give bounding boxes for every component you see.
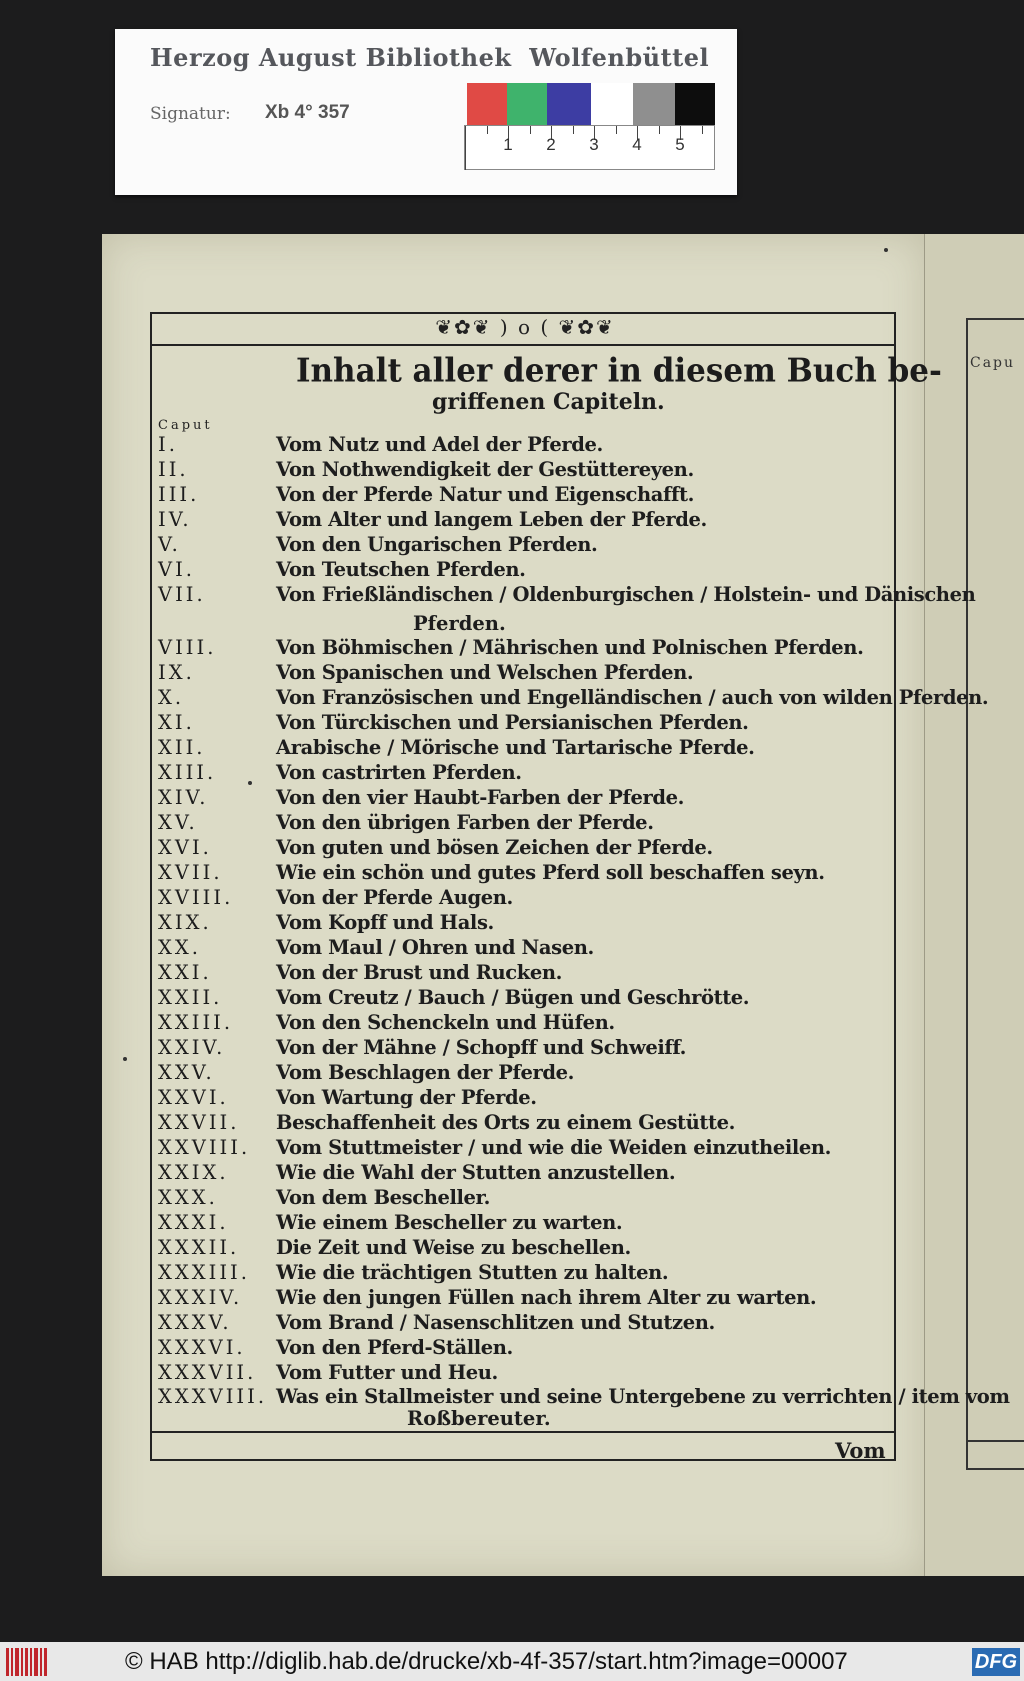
facing-page-frame-side (966, 318, 968, 1468)
chapter-row (158, 686, 989, 711)
chapter-row (158, 886, 888, 911)
chapter-xxxviii-continuation: Roßbereuter. (407, 1407, 551, 1430)
chapter-number: XXVIII. (158, 1136, 251, 1159)
chapter-row (158, 1311, 888, 1336)
chapter-number: XXII. (158, 986, 223, 1009)
ink-speck (123, 1057, 127, 1061)
chapter-row (158, 761, 888, 786)
chapter-title: Vom Stuttmeister / und wie die Weiden einzutheilen. (276, 1136, 832, 1159)
chapter-number: XX. (158, 936, 201, 959)
chapter-title: Von den Ungarischen Pferden. (276, 533, 598, 556)
chapter-title: Beschaffenheit des Orts zu einem Gestütte. (276, 1111, 736, 1134)
chapter-row (158, 1061, 888, 1086)
ink-speck (248, 781, 252, 785)
chapter-number: XXX. (158, 1186, 218, 1209)
chapter-row (158, 483, 888, 508)
chapter-number: XXVII. (158, 1111, 240, 1134)
chapter-row (158, 636, 888, 661)
chapter-number: XXIV. (158, 1036, 226, 1059)
header-ornament: ❦✿❦ ) o ( ❦✿❦ (435, 315, 615, 339)
ruler-number-4: 4 (632, 135, 642, 154)
chapter-row (158, 936, 888, 961)
chapter-row (158, 1186, 888, 1211)
chapter-title: Vom Futter und Heu. (276, 1361, 498, 1384)
signature-label: Signatur: (150, 104, 231, 124)
chapter-number: VIII. (158, 636, 217, 659)
chapter-number: V. (158, 533, 181, 556)
chapter-number: X. (158, 686, 185, 709)
chapter-title: Vom Alter und langem Leben der Pferde. (276, 508, 707, 531)
library-name: Herzog August Bibliothek Wolfenbüttel (150, 43, 710, 72)
chapter-row (158, 711, 888, 736)
chapter-title: Wie den jungen Füllen nach ihrem Alter zu warten. (276, 1286, 817, 1309)
chapter-row (158, 986, 888, 1011)
ruler-number-2: 2 (546, 135, 556, 154)
chapter-title: Wie einem Bescheller zu warten. (276, 1211, 623, 1234)
chapter-number: XXXI. (158, 1211, 229, 1234)
chapter-number: XXXIV. (158, 1286, 243, 1309)
chapter-title: Von Französischen und Engelländischen / auch von wilden Pferden. (276, 686, 989, 709)
chapter-number: II. (158, 458, 189, 481)
chapter-title: Wie die trächtigen Stutten zu halten. (276, 1261, 669, 1284)
chapter-number: XIV. (158, 786, 209, 809)
chapter-row (158, 1236, 888, 1261)
viewer-footer (0, 1642, 1024, 1681)
chapter-number: XI. (158, 711, 195, 734)
copyright-link[interactable]: © HAB http://diglib.hab.de/drucke/xb-4f-357/start.htm?image=00007 (125, 1648, 848, 1675)
chapter-row (158, 961, 888, 986)
top-rule (150, 344, 896, 346)
chapter-title: Von Nothwendigkeit der Gestüttereyen. (276, 458, 694, 481)
chapter-row (158, 1361, 888, 1386)
chapter-row (158, 736, 888, 761)
chapter-row (158, 1286, 888, 1311)
chapter-number: XVII. (158, 861, 223, 884)
page-subtitle: griffenen Capiteln. (432, 389, 665, 415)
color-swatch-green (507, 83, 547, 125)
ruler-number-1: 1 (503, 135, 513, 154)
chapter-title: Vom Maul / Ohren und Nasen. (276, 936, 594, 959)
chapter-row (158, 508, 888, 533)
chapter-number: XXXVII. (158, 1361, 257, 1384)
scale-ruler (464, 125, 715, 170)
chapter-number: XII. (158, 736, 206, 759)
chapter-title: Von der Pferde Natur und Eigenschafft. (276, 483, 694, 506)
color-swatch-black (675, 83, 715, 125)
chapter-row (158, 558, 888, 583)
barcode-icon (6, 1648, 48, 1676)
chapter-number: XXXVIII. (158, 1385, 268, 1408)
caput-heading: Caput (158, 418, 213, 433)
chapter-number: III. (158, 483, 200, 506)
ruler-number-5: 5 (675, 135, 685, 154)
chapter-number: XXXIII. (158, 1261, 250, 1284)
chapter-row (158, 1011, 888, 1036)
chapter-number: XXXV. (158, 1311, 232, 1334)
chapter-title: Von Türckischen und Persianischen Pferden. (276, 711, 749, 734)
chapter-title: Von den übrigen Farben der Pferde. (276, 811, 654, 834)
chapter-number: XXXVI. (158, 1336, 246, 1359)
chapter-number: IX. (158, 661, 195, 684)
facing-page-caput: Capu (970, 355, 1016, 371)
catchword: Vom (835, 1438, 886, 1463)
chapter-title: Vom Nutz und Adel der Pferde. (276, 433, 603, 456)
chapter-row (158, 786, 888, 811)
chapter-title: Von Frießländischen / Oldenburgischen / Holstein- und Dänischen (276, 583, 976, 606)
chapter-row (158, 836, 888, 861)
facing-page-frame-bottom (966, 1440, 1024, 1442)
page-title: Inhalt aller derer in diesem Buch be- (296, 352, 942, 390)
chapter-title: Wie ein schön und gutes Pferd soll beschaffen seyn. (276, 861, 825, 884)
chapter-row (158, 861, 888, 886)
ruler-number-3: 3 (589, 135, 599, 154)
chapter-number: XXI. (158, 961, 212, 984)
chapter-title: Von den Schenckeln und Hüfen. (276, 1011, 615, 1034)
chapter-number: XXIX. (158, 1161, 229, 1184)
chapter-title: Von der Pferde Augen. (276, 886, 513, 909)
chapter-row (158, 533, 888, 558)
chapter-title: Von Böhmischen / Mährischen und Polnischen Pferden. (276, 636, 864, 659)
chapter-row (158, 1211, 888, 1236)
chapter-number: VI. (158, 558, 195, 581)
color-swatch-blue (547, 83, 591, 125)
ink-speck (884, 248, 888, 252)
chapter-title: Von castrirten Pferden. (276, 761, 522, 784)
color-swatch-gray (633, 83, 675, 125)
chapter-number: XIX. (158, 911, 212, 934)
chapter-number: XVI. (158, 836, 212, 859)
chapter-title: Von der Brust und Rucken. (276, 961, 563, 984)
chapter-row (158, 1336, 888, 1361)
chapter-title: Von der Mähne / Schopff und Schweiff. (276, 1036, 687, 1059)
chapter-number: IV. (158, 508, 192, 531)
chapter-title: Vom Kopff und Hals. (276, 911, 494, 934)
chapter-title: Arabische / Mörische und Tartarische Pferde. (276, 736, 755, 759)
chapter-number: XXV. (158, 1061, 215, 1084)
facing-page-frame (966, 318, 1024, 320)
chapter-number: XXVI. (158, 1086, 229, 1109)
chapter-number: VII. (158, 583, 206, 606)
chapter-title: Wie die Wahl der Stutten anzustellen. (276, 1161, 676, 1184)
library-label-card (115, 29, 737, 195)
chapter-row (158, 911, 888, 936)
facing-page (924, 234, 1024, 1576)
chapter-title: Von dem Bescheller. (276, 1186, 490, 1209)
chapter-row (158, 1111, 888, 1136)
dfg-logo: DFG (972, 1648, 1020, 1676)
facing-page-frame-bottom-2 (966, 1468, 1024, 1470)
chapter-row (158, 661, 888, 686)
color-swatch-white (591, 83, 633, 125)
chapter-row (158, 1161, 888, 1186)
chapter-title: Was ein Stallmeister und seine Untergebene zu verrichten / item vom (276, 1385, 1010, 1408)
chapter-title: Von Wartung der Pferde. (276, 1086, 537, 1109)
chapter-title: Vom Brand / Nasenschlitzen und Stutzen. (276, 1311, 715, 1334)
chapter-number: XXIII. (158, 1011, 234, 1034)
chapter-number: XXXII. (158, 1236, 240, 1259)
chapter-title: Von den Pferd-Ställen. (276, 1336, 513, 1359)
chapter-number: XIII. (158, 761, 217, 784)
chapter-row (158, 811, 888, 836)
chapter-title: Von Spanischen und Welschen Pferden. (276, 661, 694, 684)
signature-value: Xb 4° 357 (265, 102, 350, 123)
chapter-number: XV. (158, 811, 198, 834)
chapter-number: XVIII. (158, 886, 234, 909)
chapter-number: I. (158, 433, 178, 456)
chapter-title: Vom Beschlagen der Pferde. (276, 1061, 575, 1084)
chapter-title: Von guten und bösen Zeichen der Pferde. (276, 836, 713, 859)
chapter-row (158, 1136, 888, 1161)
chapter-title: Von Teutschen Pferden. (276, 558, 526, 581)
chapter-title: Die Zeit und Weise zu beschellen. (276, 1236, 631, 1259)
bottom-rule-1 (150, 1431, 896, 1433)
chapter-row (158, 1086, 888, 1111)
bottom-rule-2 (150, 1459, 896, 1461)
chapter-row (158, 1261, 888, 1286)
chapter-vii-continuation: Pferden. (413, 612, 506, 635)
color-swatch-red (467, 83, 507, 125)
chapter-row (158, 583, 976, 608)
chapter-title: Von den vier Haubt-Farben der Pferde. (276, 786, 685, 809)
chapter-title: Vom Creutz / Bauch / Bügen und Geschrötte. (276, 986, 750, 1009)
chapter-row (158, 1036, 888, 1061)
chapter-row (158, 433, 888, 458)
chapter-row (158, 458, 888, 483)
